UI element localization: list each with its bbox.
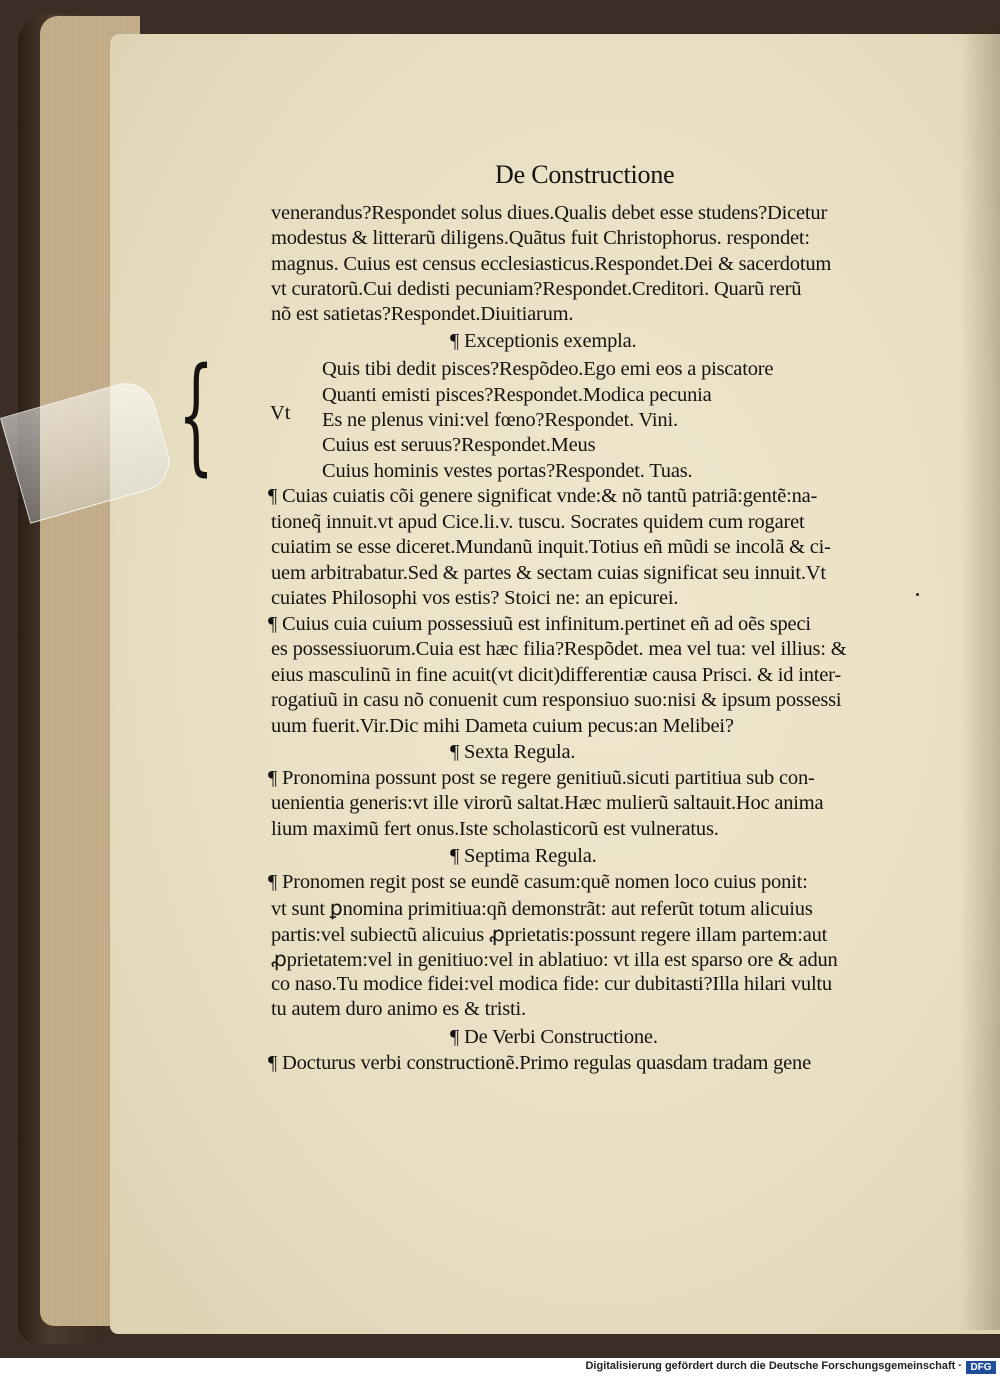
footer-bar: [0, 1358, 1000, 1378]
page-gutter-shadow: [960, 30, 1000, 1330]
text-line: co naso.Tu modice fidei:vel modica fide: cur dubitasti?Illa hilari vultu: [271, 973, 832, 995]
text-line: ¶ Cuias cuiatis cõi genere significat vnde:& nõ tantũ patriã:gentẽ:na-: [268, 485, 818, 507]
text-line: cuiates Philosophi vos estis? Stoici ne: an epicurei.: [271, 587, 679, 609]
text-line: vt sunt ꝑnomina primitiua:qñ demonstrãt: aut referũt totum alicuius: [271, 898, 813, 920]
text-line: tu autem duro animo es & tristi.: [271, 998, 526, 1020]
text-line: uum fuerit.Vir.Dic mihi Dameta cuium pecus:an Melibei?: [271, 715, 734, 737]
section-heading: ¶ De Verbi Constructione.: [450, 1026, 658, 1048]
example-line: Cuius est seruus?Respondet.Meus: [322, 434, 596, 456]
section-heading: ¶ Exceptionis exempla.: [450, 330, 637, 352]
text-line: vt curatorũ.Cui dedisti pecuniam?Respondet.Creditori. Quarũ rerũ: [271, 278, 802, 300]
ink-spot: [916, 593, 919, 596]
dfg-logo: DFG: [966, 1361, 996, 1374]
exception-label: Vt: [270, 402, 291, 424]
text-line: rogatiuũ in casu nõ conuenit cum responsiuo suo:nisi & ipsum possessi: [271, 689, 842, 711]
section-heading: ¶ Sexta Regula.: [450, 741, 576, 763]
text-line: ꝓprietatem:vel in genitiuo:vel in ablatiuo: vt illa est sparso ore & adun: [271, 949, 838, 971]
section-heading: ¶ Septima Regula.: [450, 845, 597, 867]
text-line: eius masculinũ in fine acuit(vt dicit)differentiæ causa Prisci. & id inter-: [271, 664, 842, 686]
text-line: ¶ Pronomen regit post se eundẽ casum:quẽ nomen loco cuius ponit:: [268, 871, 808, 893]
text-line: ¶ Cuius cuia cuium possessiuũ est infinitum.pertinet eñ ad oẽs speci: [268, 613, 811, 635]
example-line: Es ne plenus vini:vel fœno?Respondet. Vini.: [322, 409, 678, 431]
text-line: uenientia generis:vt ille virorũ saltat.Hæc mulierũ saltauit.Hoc anima: [271, 792, 824, 814]
text-line: nõ est satietas?Respondet.Diuitiarum.: [271, 303, 574, 325]
example-line: Cuius hominis vestes portas?Respondet. Tuas.: [322, 460, 693, 482]
text-line: tioneq̃ innuit.vt apud Cice.li.v. tuscu. Socrates quidem cum rogaret: [271, 511, 805, 533]
text-line: ¶ Pronomina possunt post se regere genitiuũ.sicuti partitiua sub con-: [268, 767, 815, 789]
text-line: cuiatim se esse diceret.Mundanũ inquit.Totius eñ mũdi se incolã & ci-: [271, 536, 831, 558]
text-line: venerandus?Respondet solus diues.Qualis debet esse studens?Dicetur: [271, 202, 828, 224]
text-line: ¶ Docturus verbi constructionẽ.Primo regulas quasdam tradam gene: [268, 1052, 812, 1074]
text-line: es possessiuorum.Cuia est hæc filia?Respõdet. mea vel tua: vel illius: &: [271, 638, 847, 660]
text-line: partis:vel subiectũ alicuius ꝓprietatis:possunt regere illam partem:aut: [271, 924, 828, 946]
footer-credit: Digitalisierung gefördert durch die Deutsche Forschungsgemeinschaft ·: [585, 1360, 962, 1372]
text-line: modestus & litterarũ diligens.Quãtus fuit Christophorus. respondet:: [271, 227, 810, 249]
page-title: De Constructione: [495, 160, 675, 189]
example-line: Quanti emisti pisces?Respondet.Modica pecunia: [322, 384, 712, 406]
text-line: lium maximũ fert onus.Iste scholasticorũ est vulneratus.: [271, 818, 719, 840]
text-line: magnus. Cuius est census ecclesiasticus.Respondet.Dei & sacerdotum: [271, 253, 832, 275]
curly-brace-icon: {: [178, 341, 215, 488]
text-line: uem arbitrabatur.Sed & partes & sectam cuias significat seu innuit.Vt: [271, 562, 826, 584]
example-line: Quis tibi dedit pisces?Respõdeo.Ego emi eos a piscatore: [322, 358, 774, 380]
